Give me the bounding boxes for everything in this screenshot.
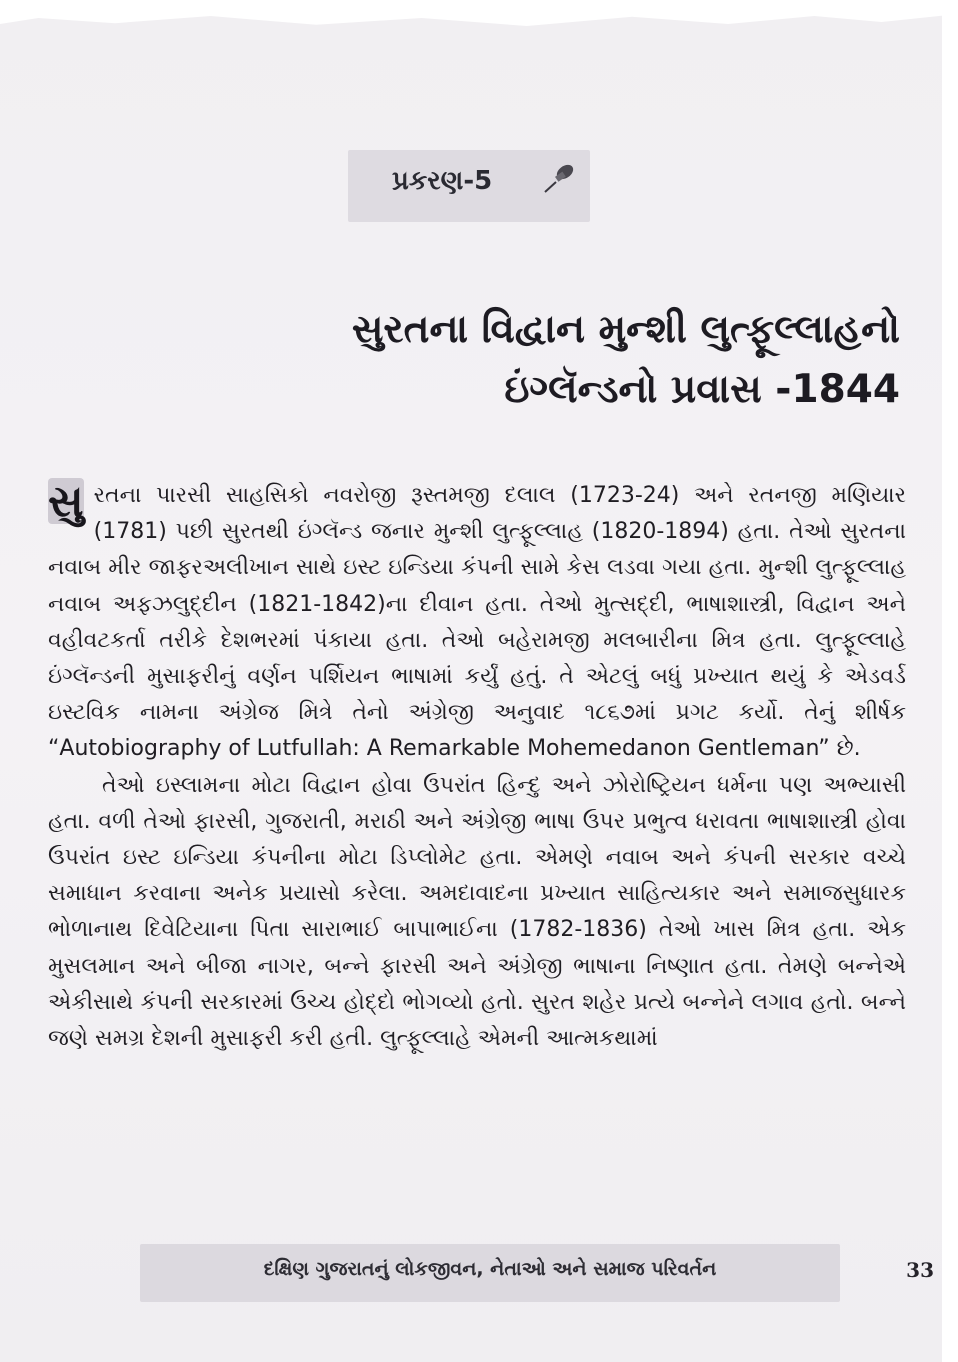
body-text	[48, 478, 906, 1057]
drop-cap: સુ	[48, 476, 84, 527]
page-right-edge	[942, 0, 958, 1362]
chapter-title	[200, 300, 900, 420]
paragraph-2: તેઓ ઇસ્લામના મોટા વિદ્વાન હોવા ઉપરાંત હિન્દુ અને ઝોરોષ્ટ્રિયન ધર્મના પણ અભ્યાસી હતા. વળી તેઓ ફારસી, ગુજરાતી, મરાઠી અને અંગ્રેજી ભાષા ઉપર પ્રભુત્વ ધરાવતા ભાષાશાસ્ત્રી હોવા ઉપરાંત ઇસ્ટ ઇન્ડિયા કંપનીના મોટા ડિપ્લોમેટ હતા. એમણે નવાબ અને કંપની સરકાર વચ્ચે સમાધાન કરવાના અનેક પ્રયાસો કરેલા. અમદાવાદના પ્રખ્યાત સાહિત્યકાર અને સમાજસુધારક ભોળાનાથ દિવેટિયાના પિતા સારાભાઈ બાપાભાઈના (1782-1836) તેઓ ખાસ મિત્ર હતા. એક મુસલમાન અને બીજા નાગર, બન્ને ફારસી અને અંગ્રેજી ભાષાના નિષ્ણાત હતા. તેમણે બન્નેએ એકીસાથે કંપની સરકારમાં ઉચ્ચ હોદ્દો ભોગવ્યો હતો. સુરત શહેર પ્રત્યે બન્નેને લગાવ હતો. બન્ને જણે સમગ્ર દેશની મુસાફરી કરી હતી. લુત્ફૂલ્લાહે એમની આત્મકથામાં	[48, 772, 906, 1052]
page-number: 33	[906, 1258, 934, 1282]
book-title-footer: દક્ષિણ ગુજરાતનું લોકજીવન, નેતાઓ અને સમાજ પરિવર્તન	[263, 1258, 717, 1280]
torn-paper-edge	[0, 0, 958, 40]
chapter-title-line-2: ઇંગ્લૅન્ડનો પ્રવાસ -1844	[504, 367, 900, 412]
paragraph-1-text: રતના પારસી સાહસિકો નવરોજી રૂસ્તમજી દલાલ (1723-24) અને રતનજી મણિયાર (1781) પછી સુરતથી ઇંગ્લૅન્ડ જનાર મુન્શી લુત્ફૂલ્લાહ (1820-1894) હતા. તેઓ સુરતના નવાબ મીર જાફરઅલીખાન સાથે ઇસ્ટ ઇન્ડિયા કંપની સામે કેસ લડવા ગયા હતા. મુન્શી લુત્ફૂલ્લાહ નવાબ અફઝલુદ્દીન (1821-1842)ના દીવાન હતા. તેઓ મુત્સદ્દી, ભાષાશાસ્ત્રી, વિદ્વાન અને વહીવટકર્તા તરીકે દેશભરમાં પંકાયા હતા. તેઓ બહેરામજી મલબારીના મિત્ર હતા. લુત્ફૂલ્લાહે ઇંગ્લૅન્ડની મુસાફરીનું વર્ણન પર્શિયન ભાષામાં કર્યું હતું. તે એટલું બધું પ્રખ્યાત થયું કે એડવર્ડ ઇસ્ટવિક નામના અંગ્રેજ મિત્રે તેનો અંગ્રેજી અનુવાદ ૧૮૬૭માં પ્રગટ કર્યો. તેનું શીર્ષક “Autobiography of Lutfullah: A Remarkable Mohemedanon Gentleman” છે.	[48, 483, 906, 762]
paragraph-1	[48, 478, 906, 768]
chapter-label: પ્રકરણ-5	[392, 166, 493, 196]
chapter-title-line-1: સુરતના વિદ્વાન મુન્શી લુત્ફૂલ્લાહનો	[351, 307, 900, 352]
pushpin-icon	[540, 158, 580, 198]
